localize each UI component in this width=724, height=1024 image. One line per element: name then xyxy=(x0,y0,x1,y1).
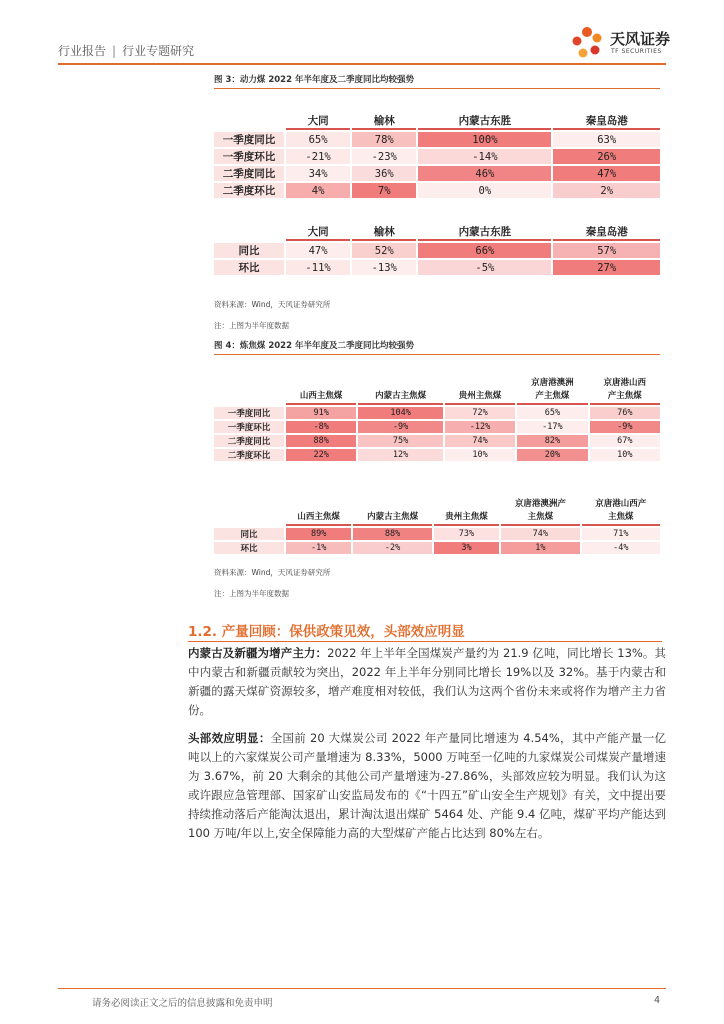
table-cell: 36% xyxy=(352,166,416,181)
column-header-line1: 京唐港澳洲产 xyxy=(514,499,566,509)
header-separator: | xyxy=(112,44,117,58)
paragraph-body: 全国前 20 大煤炭公司 2022 年产量同比增速为 4.54%，其中产能产量一亿吨以上的六家煤炭公司产量增速为 8.33%，5000 万吨至一亿吨的九家煤炭公司煤炭产量增速为 3.67%，前 20 大剩余的其他公司产量增速为-27.86%，头部效应较为明显。我们认为这或许跟应急管理部、国家矿山安监局发布的《“十四五”矿山安全生产规划》有关，文中提出要持续推动落后产能淘汰退出，累计淘汰退出煤矿 5464 处、产能 9.4 亿吨，煤矿平均产能达到 100 万吨/年以上,安全保障能力高的大型煤矿产能占比达到 80%左右。 xyxy=(188,731,666,840)
column-header: 秦皇岛港 xyxy=(553,113,660,130)
company-logo xyxy=(568,22,678,62)
table-cell: 71% xyxy=(582,528,660,540)
figure3-table-halfyear xyxy=(212,222,662,277)
table-cell: 26% xyxy=(553,149,660,164)
column-header-line2: 主焦煤 xyxy=(527,512,554,522)
table-cell: -2% xyxy=(353,542,431,554)
table-cell: -5% xyxy=(418,260,551,275)
row-header: 二季度同比 xyxy=(214,435,284,447)
table-cell: 3% xyxy=(434,542,499,554)
table-cell: 74% xyxy=(445,435,515,447)
column-header xyxy=(501,498,579,526)
logo-flower-icon xyxy=(568,24,606,62)
header-divider xyxy=(58,63,666,65)
table-cell: 73% xyxy=(434,528,499,540)
column-header xyxy=(358,377,442,405)
table-cell: 65% xyxy=(286,132,350,147)
column-header: 秦皇岛港 xyxy=(553,224,660,241)
report-type: 行业报告 xyxy=(58,44,107,58)
row-header: 二季度环比 xyxy=(214,449,284,461)
figure4-source: 资料来源：Wind，天风证券研究所 xyxy=(214,568,331,577)
column-header: 大同 xyxy=(286,224,350,241)
table-cell: -12% xyxy=(445,421,515,433)
row-header: 环比 xyxy=(214,260,284,275)
column-header-line1 xyxy=(445,377,515,390)
figure4-title-rule xyxy=(214,354,660,355)
table-cell: 65% xyxy=(517,407,587,419)
figure4-note: 注：上图为半年度数据 xyxy=(214,589,289,598)
table-cell: 78% xyxy=(352,132,416,147)
column-header-line2: 产主焦煤 xyxy=(535,391,570,401)
row-header: 二季度环比 xyxy=(214,183,284,198)
column-header xyxy=(353,498,431,526)
column-header: 内蒙古东胜 xyxy=(418,224,551,241)
paragraph-head-effect xyxy=(188,729,666,843)
column-header xyxy=(286,498,351,526)
table-cell: -9% xyxy=(358,421,442,433)
logo-subtitle: TF SECURITIES xyxy=(611,48,662,55)
paragraph-lead: 内蒙古及新疆为增产主力： xyxy=(188,646,328,660)
row-header: 一季度环比 xyxy=(214,421,284,433)
row-header: 环比 xyxy=(214,542,284,554)
logo-name: 天风证券 xyxy=(610,30,671,48)
table-row xyxy=(214,421,660,433)
column-header: 榆林 xyxy=(352,224,416,241)
row-header: 二季度同比 xyxy=(214,166,284,181)
column-header-line1: 京唐港山西 xyxy=(603,378,647,388)
column-header-line1 xyxy=(286,377,356,390)
table-cell: 66% xyxy=(418,243,551,258)
footer-divider xyxy=(58,988,666,989)
table-cell: 1% xyxy=(501,542,579,554)
table-cell: -14% xyxy=(418,149,551,164)
table-cell: 4% xyxy=(286,183,350,198)
figure4-table-halfyear xyxy=(212,496,662,556)
table-row xyxy=(214,243,660,258)
column-header-line2: 贵州主焦煤 xyxy=(445,512,488,522)
column-header-line1 xyxy=(353,498,431,511)
table-row xyxy=(214,528,660,540)
row-header: 一季度环比 xyxy=(214,149,284,164)
table-row xyxy=(214,542,660,554)
column-header-line1 xyxy=(434,498,499,511)
figure3-title-rule xyxy=(214,88,660,89)
table-cell: 52% xyxy=(352,243,416,258)
column-header xyxy=(517,377,587,405)
row-header: 一季度同比 xyxy=(214,407,284,419)
row-header: 同比 xyxy=(214,528,284,540)
table-cell: 47% xyxy=(553,166,660,181)
table-row xyxy=(214,183,660,198)
table-row xyxy=(214,407,660,419)
table-corner xyxy=(214,224,284,241)
column-header xyxy=(590,377,660,405)
table-cell: 104% xyxy=(358,407,442,419)
figure4-table-quarterly xyxy=(212,375,662,463)
table-cell: 12% xyxy=(358,449,442,461)
table-cell: 0% xyxy=(418,183,551,198)
column-header xyxy=(434,498,499,526)
table-row xyxy=(214,435,660,447)
table-cell: 75% xyxy=(358,435,442,447)
table-cell: 27% xyxy=(553,260,660,275)
table-cell: -1% xyxy=(286,542,351,554)
row-header: 一季度同比 xyxy=(214,132,284,147)
table-cell: 7% xyxy=(352,183,416,198)
column-header-line1: 京唐港山西产 xyxy=(595,499,647,509)
column-header xyxy=(286,377,356,405)
table-cell: 63% xyxy=(553,132,660,147)
table-cell: -17% xyxy=(517,421,587,433)
table-cell: 47% xyxy=(286,243,350,258)
column-header-line2: 内蒙古主焦煤 xyxy=(367,512,419,522)
table-cell: 20% xyxy=(517,449,587,461)
table-corner xyxy=(214,377,284,405)
paragraph-body: 2022 年上半年全国煤炭产量约为 21.9 亿吨，同比增长 13%。其中内蒙古和新疆贡献较为突出，2022 年上半年分别同比增长 19%以及 32%。基于内蒙古和新疆的露天煤矿资源较多，增产难度相对较低，我们认为这两个省份未来或将作为增产主力省份。 xyxy=(188,646,666,717)
table-cell: -11% xyxy=(286,260,350,275)
table-cell: 22% xyxy=(286,449,356,461)
table-row xyxy=(214,132,660,147)
table-cell: 57% xyxy=(553,243,660,258)
column-header-line1 xyxy=(358,377,442,390)
table-cell: -9% xyxy=(590,421,660,433)
section-heading: 1.2. 产量回顾：保供政策见效，头部效应明显 xyxy=(188,624,465,640)
figure3-note: 注：上图为半年度数据 xyxy=(214,321,289,330)
table-cell: 89% xyxy=(286,528,351,540)
column-header-line2: 产主焦煤 xyxy=(607,391,642,401)
table-row xyxy=(214,260,660,275)
column-header: 榆林 xyxy=(352,113,416,130)
table-cell: 67% xyxy=(590,435,660,447)
table-cell: 10% xyxy=(590,449,660,461)
table-cell: 34% xyxy=(286,166,350,181)
table-cell: 72% xyxy=(445,407,515,419)
column-header-line2: 贵州主焦煤 xyxy=(458,391,502,401)
table-cell: 88% xyxy=(286,435,356,447)
paragraph-production-growth xyxy=(188,644,666,720)
table-cell: -4% xyxy=(582,542,660,554)
table-row xyxy=(214,166,660,181)
column-header xyxy=(582,498,660,526)
section-heading-rule xyxy=(188,641,662,642)
column-header: 大同 xyxy=(286,113,350,130)
table-cell: -8% xyxy=(286,421,356,433)
table-cell: 82% xyxy=(517,435,587,447)
table-row xyxy=(214,449,660,461)
table-cell: 100% xyxy=(418,132,551,147)
table-corner xyxy=(214,113,284,130)
column-header: 内蒙古东胜 xyxy=(418,113,551,130)
table-cell: 74% xyxy=(501,528,579,540)
table-cell: 91% xyxy=(286,407,356,419)
page-number: 4 xyxy=(654,995,661,1006)
table-cell: -23% xyxy=(352,149,416,164)
table-corner xyxy=(214,498,284,526)
column-header-line2: 山西主焦煤 xyxy=(299,391,343,401)
table-cell: 10% xyxy=(445,449,515,461)
report-subtype: 行业专题研究 xyxy=(122,44,195,58)
column-header-line2: 主焦煤 xyxy=(608,512,634,522)
report-category xyxy=(58,42,194,59)
column-header xyxy=(445,377,515,405)
column-header-line2: 山西主焦煤 xyxy=(297,512,340,522)
paragraph-lead: 头部效应明显： xyxy=(188,731,271,745)
row-header: 同比 xyxy=(214,243,284,258)
table-cell: -21% xyxy=(286,149,350,164)
table-row xyxy=(214,149,660,164)
table-cell: 88% xyxy=(353,528,431,540)
column-header-line1 xyxy=(286,498,351,511)
table-cell: -13% xyxy=(352,260,416,275)
figure4-title: 图 4：炼焦煤 2022 年半年度及二季度同比均较强势 xyxy=(214,341,414,351)
figure3-source: 资料来源：Wind，天风证券研究所 xyxy=(214,300,331,309)
figure3-title: 图 3：动力煤 2022 年半年度及二季度同比均较强势 xyxy=(214,75,414,85)
column-header-line1: 京唐港澳洲 xyxy=(531,378,574,388)
column-header-line2: 内蒙古主焦煤 xyxy=(375,391,427,401)
table-cell: 2% xyxy=(553,183,660,198)
footer-disclaimer: 请务必阅读正文之后的信息披露和免责申明 xyxy=(92,998,273,1009)
table-cell: 46% xyxy=(418,166,551,181)
figure3-table-quarterly xyxy=(212,111,662,200)
table-cell: 76% xyxy=(590,407,660,419)
